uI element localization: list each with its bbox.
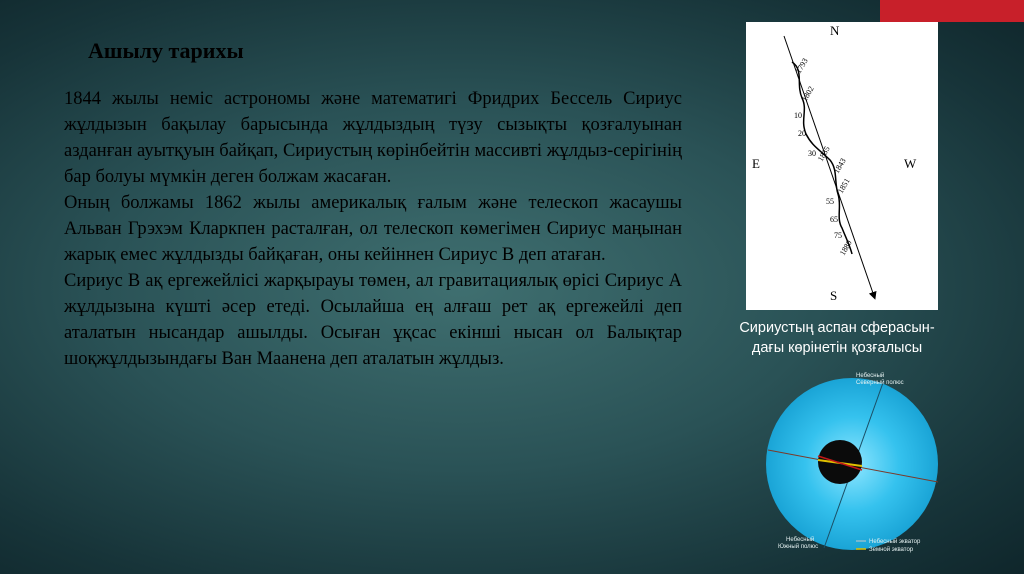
- year-label: 1843: [831, 156, 848, 175]
- year-label: 1793: [793, 56, 810, 75]
- year-label: 1835: [815, 144, 832, 163]
- accent-tab: [880, 0, 1024, 22]
- year-label: 55: [826, 197, 834, 206]
- paragraph-3: Сириус В ақ ергежейлісі жарқырауы төмен, ал гравитациялық өрісі Сириус А жұлдызына күшті әсер етеді. Осылайша ең алғаш рет ақ ергежейлі деп аталатын нысандар ашылды. Осыған ұқсас екінші нысан ол Балықтар шоқжұлдызындағы Ван Мааненa деп аталатын жұлдыз.: [64, 271, 682, 369]
- compass-e: E: [752, 156, 760, 171]
- year-label: 20: [798, 129, 806, 138]
- legend-celestial-label: Небесный экватор: [869, 539, 921, 545]
- year-label: 30: [808, 149, 816, 158]
- slide-title: Ашылу тарихы: [88, 38, 244, 63]
- year-label: 1851: [835, 176, 852, 195]
- legend-earth-label: Земной экватор: [869, 547, 914, 553]
- sirius-motion-figure: [746, 22, 938, 310]
- caption-line-1: Сириустың аспан сферасын-: [739, 320, 935, 336]
- north-pole-label-2: Северный полюс: [856, 380, 904, 386]
- celestial-sphere-diagram: [756, 366, 966, 566]
- year-label: 1802: [799, 84, 816, 103]
- slide-body: [64, 86, 682, 372]
- year-label: 75: [834, 231, 842, 240]
- north-pole-label-1: Небесный: [856, 373, 885, 379]
- south-pole-label-2: Южный полюс: [778, 544, 819, 550]
- south-pole-label-1: Небесный: [786, 537, 815, 543]
- compass-w: W: [904, 156, 917, 171]
- sirius-path-diagram: [746, 22, 938, 310]
- year-label: 1880: [837, 238, 854, 257]
- year-label: 65: [830, 215, 838, 224]
- caption-line-2: дағы көрінетін қозғалысы: [751, 340, 923, 356]
- year-label: 10: [794, 111, 802, 120]
- mean-motion-line: [784, 36, 874, 296]
- compass-s: S: [830, 288, 838, 303]
- compass-n: N: [830, 23, 840, 38]
- figure-caption: [706, 318, 968, 358]
- paragraph-1: 1844 жылы неміс астрономы және математигі Фридрих Бессель Сириус жұлдызын бақылау барысында жұлдыздың түзу сызықты қозғалуынан азданған ауытқуын байқап, Сириустың көрінбейтін массивті жұлдыз-серігінің бар болуы мүмкін деген болжам жасаған.: [64, 89, 682, 187]
- paragraph-2: Оның болжамы 1862 жылы америкалық ғалым және телескоп жасаушы Альван Грэхэм Кларкпен расталған, ол телескоп көмегімен Сириус маңынан жарық емес жұлдызды байқаған, оны кейіннен Сириус В деп атаған.: [64, 193, 682, 265]
